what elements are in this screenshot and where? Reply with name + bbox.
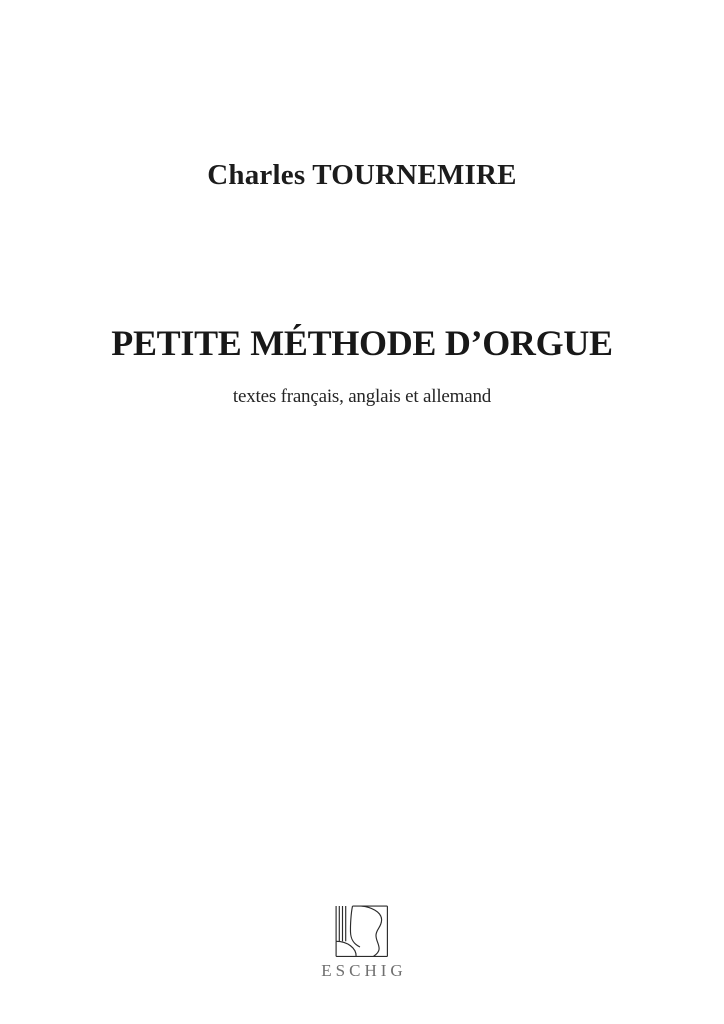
author-name: Charles TOURNEMIRE <box>207 159 517 191</box>
publisher-name: ESCHIG <box>321 961 407 980</box>
publisher-block <box>0 905 724 979</box>
eschig-logo-icon <box>335 905 389 958</box>
book-subtitle: textes français, anglais et allemand <box>232 386 492 407</box>
book-title: PETITE MÉTHODE D’ORGUE <box>111 323 613 363</box>
